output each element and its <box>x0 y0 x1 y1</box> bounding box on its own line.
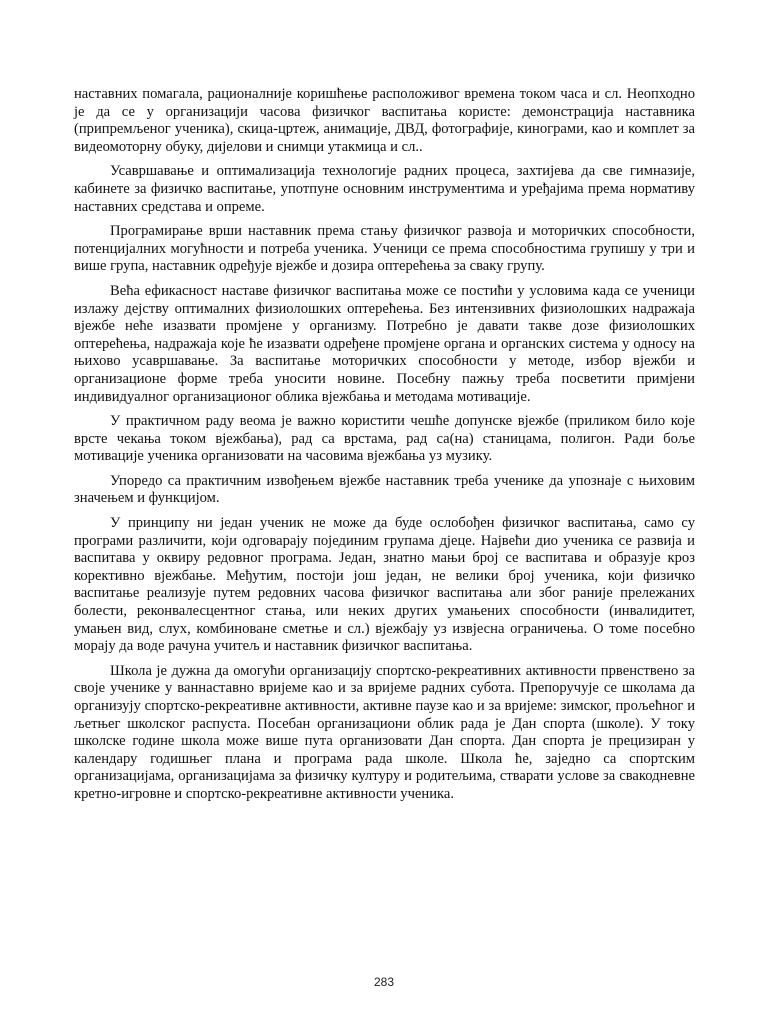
paragraph-continuation: наставних помагала, рационалније коришћење расположивог времена током часа и сл. Неопходно је да се у организацији часова физичког васпитања користе: демонстрација наставника (припремљеног ученика), скица-цртеж, анимације, ДВД, фотографије, кинограми, као и комплет за видеомоторну обуку, дијелови и снимци утакмица и сл.. <box>74 86 695 155</box>
paragraph-efficiency: Већа ефикасност наставе физичког васпитања може се постићи у условима када се ученици излажу дејству оптималних физиолошких оптерећења. Без интензивних физиолошких надражаја вјежбе неће изазвати промјене у организму. Потребно је давати такве дозе физиолошких оптерећења, надражаја које ће изазвати одређене промјене органа и органских система у односу на њихово усавршавање. За васпитање моторичких способности у методе, избор вјежби и организационе форме треба уносити новине. Посебну пажњу треба посветити примјени индивидуалног организационог облика вјежбања и методама мотивације. <box>74 282 695 405</box>
paragraph-school-duty: Школа је дужна да омогући организацију спортско-рекреативних активности првенствено за своје ученике у ваннаставно вријеме као и за вријеме радних субота. Препоручује се школама да организују спортско-рекреативне активности, активне паузе као и за вријеме: зимског, прољећног и љетњег школског распуста. Посебан организациони облик рада је Дан спорта (школе). У току школске године школа може више пута организовати Дан спорта. Дан спорта је прецизиран у календару годишњег плана и програма рада школе. Школа ће, заједно са спортским организацијама, организацијама за физичку културу и родитељима, стварати услове за свакодневне кретно-игровне и спортско-рекреативне активности ученика. <box>74 662 695 802</box>
document-body <box>74 86 695 811</box>
paragraph-programming: Програмирање врши наставник према стању физичког развоја и моторичких способности, потенцијалних могућности и потреба ученика. Ученици се према способностима групишу у три и више група, наставник одређује вјежбе и дозира оптерећења за сваку групу. <box>74 223 695 275</box>
paragraph-meaning: Упоредо са практичним извођењем вјежбе наставник треба ученике да упознаје с њиховим значењем и функцијом. <box>74 472 695 507</box>
paragraph-principle: У принципу ни један ученик не може да буде ослобођен физичког васпитања, само су програми различити, који одговарају појединим групама дјеце. Највећи дио ученика се развија и васпитава у оквиру редовног програма. Један, знатно мањи број се васпитава и образује кроз корективно вјежбање. Међутим, постоји још један, не велики број ученика, који физичко васпитање реализује путем редовних часова физичког васпитања али због раније прележаних болести, реконвалесцентног стања, или неких других умањених способности (инвалидитет, умањен вид, слух, комбиноване сметње и сл.) вјежбају уз извјесна ограничења. О томе посебно морају да воде рачуна учитељ и наставник физичког васпитања. <box>74 515 695 655</box>
page-number: 283 <box>373 975 395 989</box>
paragraph-practical-work: У практичном раду веома је важно користити чешће допунске вјежбе (приликом било које врсте чекања током вјежбања), рад са врстама, рад са(на) станицама, полигон. Ради боље мотивације ученика организовати на часовима вјежбања уз музику. <box>74 413 695 465</box>
paragraph-technology: Усавршавање и оптимализација технологије радних процеса, захтијева да све гимназије, кабинете за физичко васпитање, употпуне основним инструментима и уређајима према нормативу наставних средстава и опреме. <box>74 163 695 215</box>
